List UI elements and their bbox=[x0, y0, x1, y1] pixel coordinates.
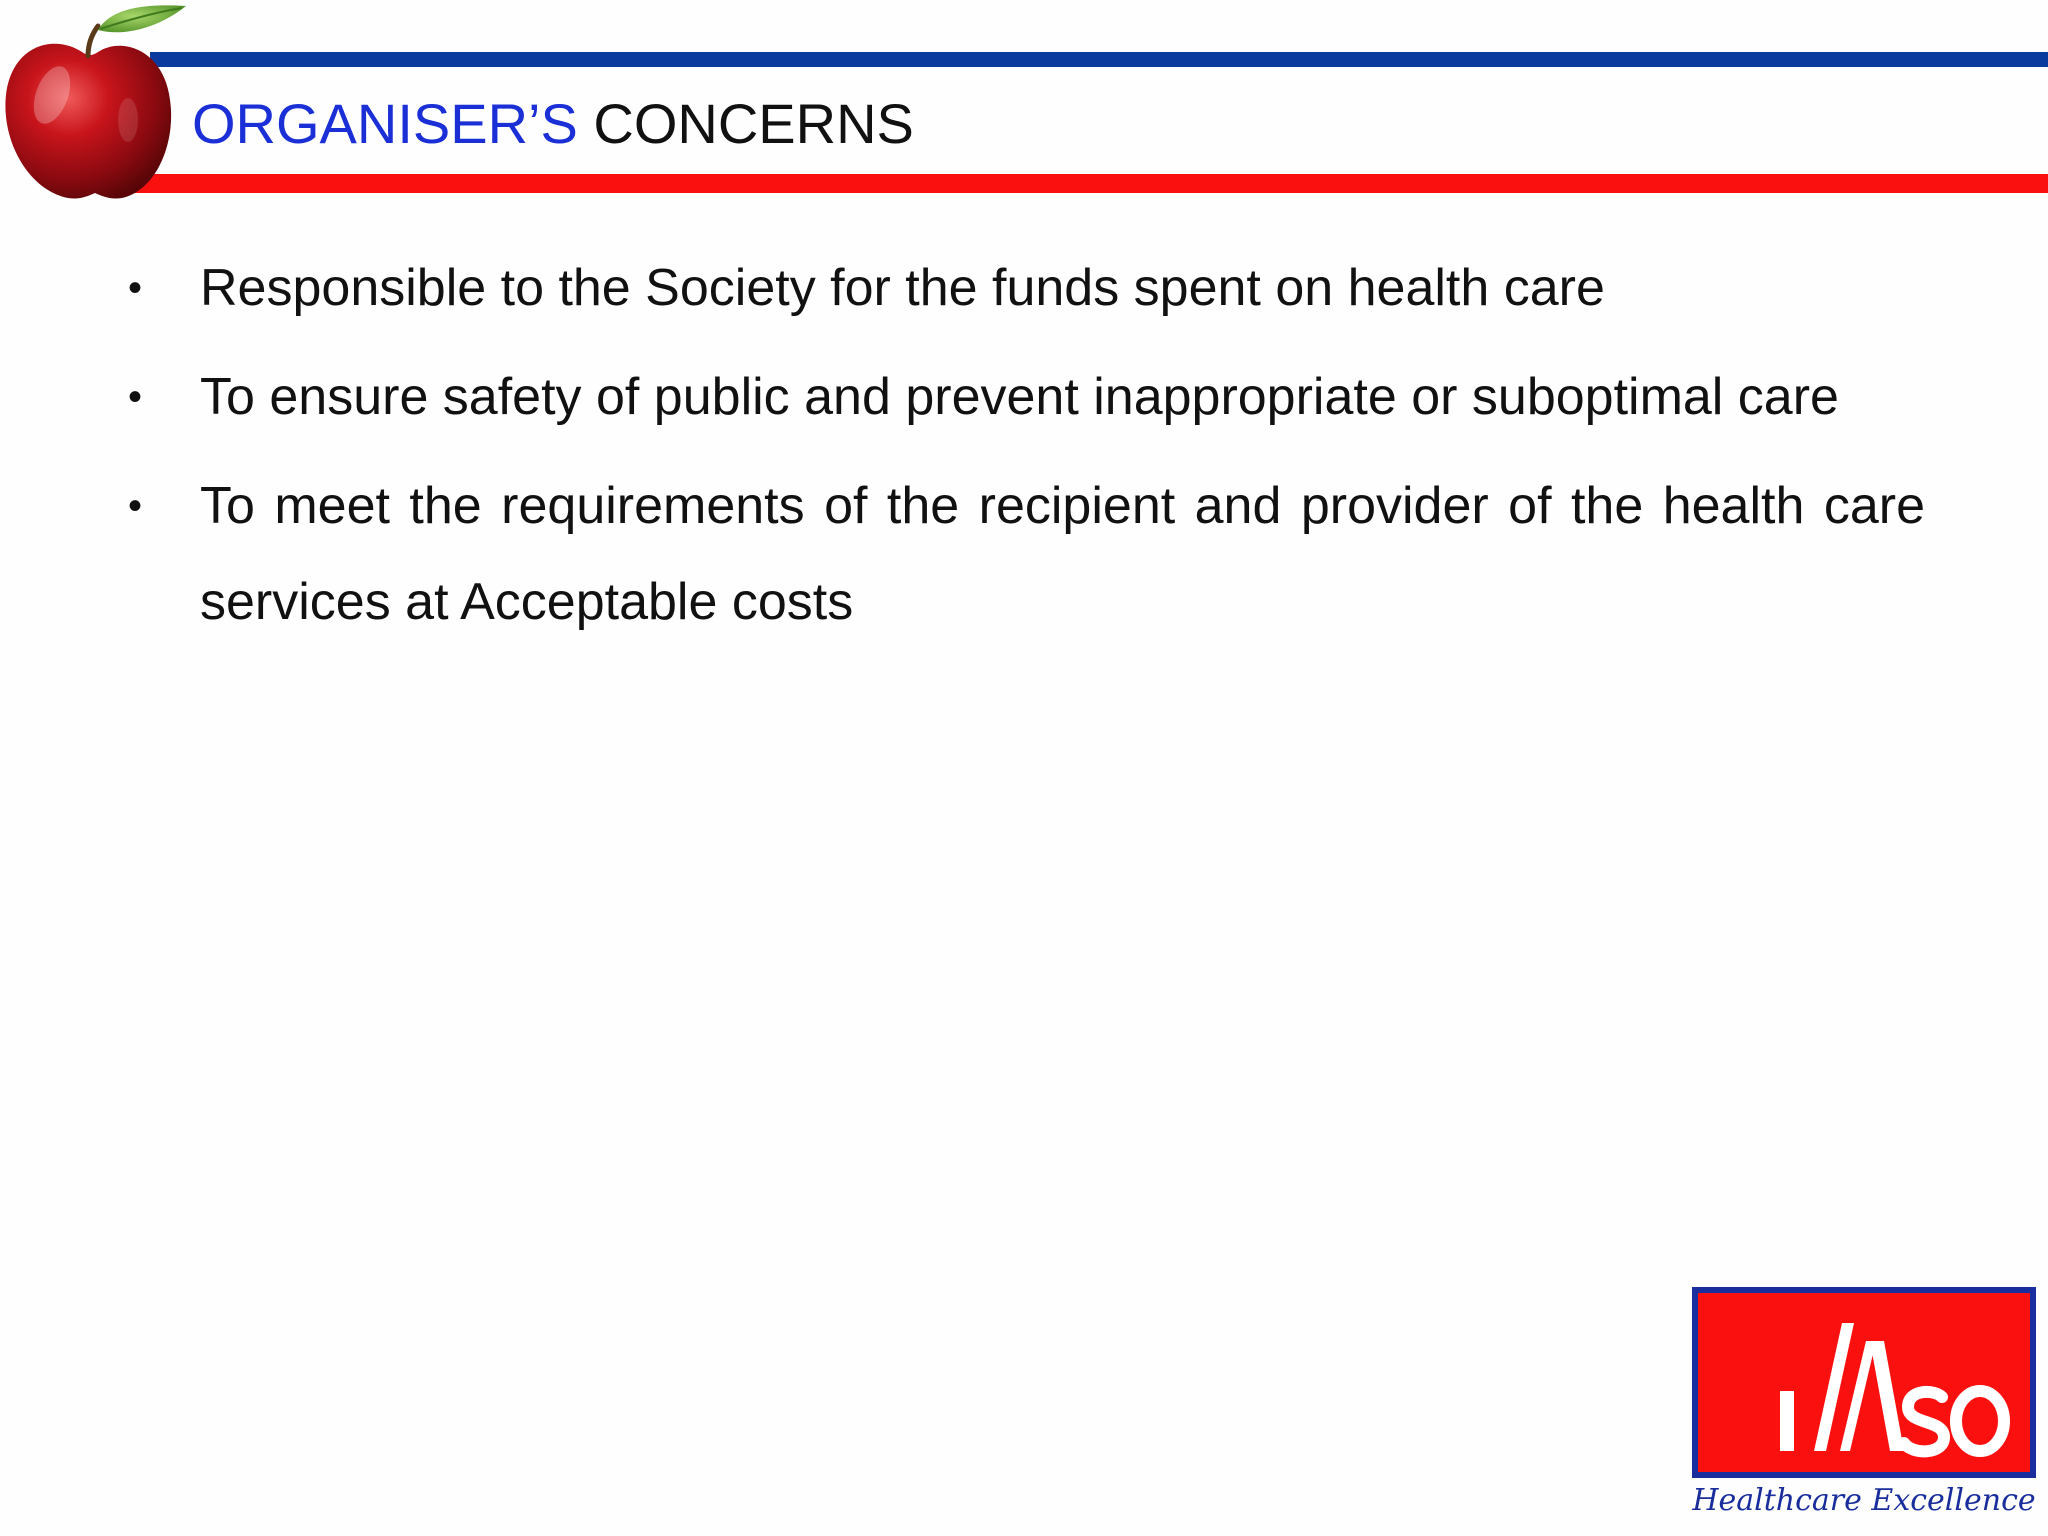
logo-tagline: Healthcare Excellence bbox=[1692, 1483, 2036, 1518]
bullet-list bbox=[120, 240, 1925, 663]
bullet-text: To meet the requirements of the recipient and provider of the health care services at Acceptable costs bbox=[200, 477, 1925, 631]
bullet-text: Responsible to the Society for the funds spent on health care bbox=[200, 259, 1605, 317]
iaso-wordmark bbox=[1698, 1293, 2042, 1484]
bullet-item bbox=[120, 349, 1925, 445]
page-title bbox=[192, 92, 914, 156]
header-blue-bar bbox=[150, 52, 2048, 67]
apple-icon bbox=[0, 0, 190, 205]
bullet-text: To ensure safety of public and prevent inappropriate or suboptimal care bbox=[200, 368, 1839, 426]
bullet-item bbox=[120, 240, 1925, 336]
iaso-logo bbox=[1692, 1287, 2036, 1478]
title-accent: ORGANISER’S bbox=[192, 92, 578, 155]
bullet-marker: • bbox=[127, 266, 142, 310]
bullet-marker: • bbox=[127, 484, 142, 528]
header-red-bar bbox=[130, 174, 2048, 193]
title-rest: CONCERNS bbox=[577, 92, 914, 155]
bullet-item bbox=[120, 458, 1925, 650]
bullet-marker: • bbox=[127, 375, 142, 419]
